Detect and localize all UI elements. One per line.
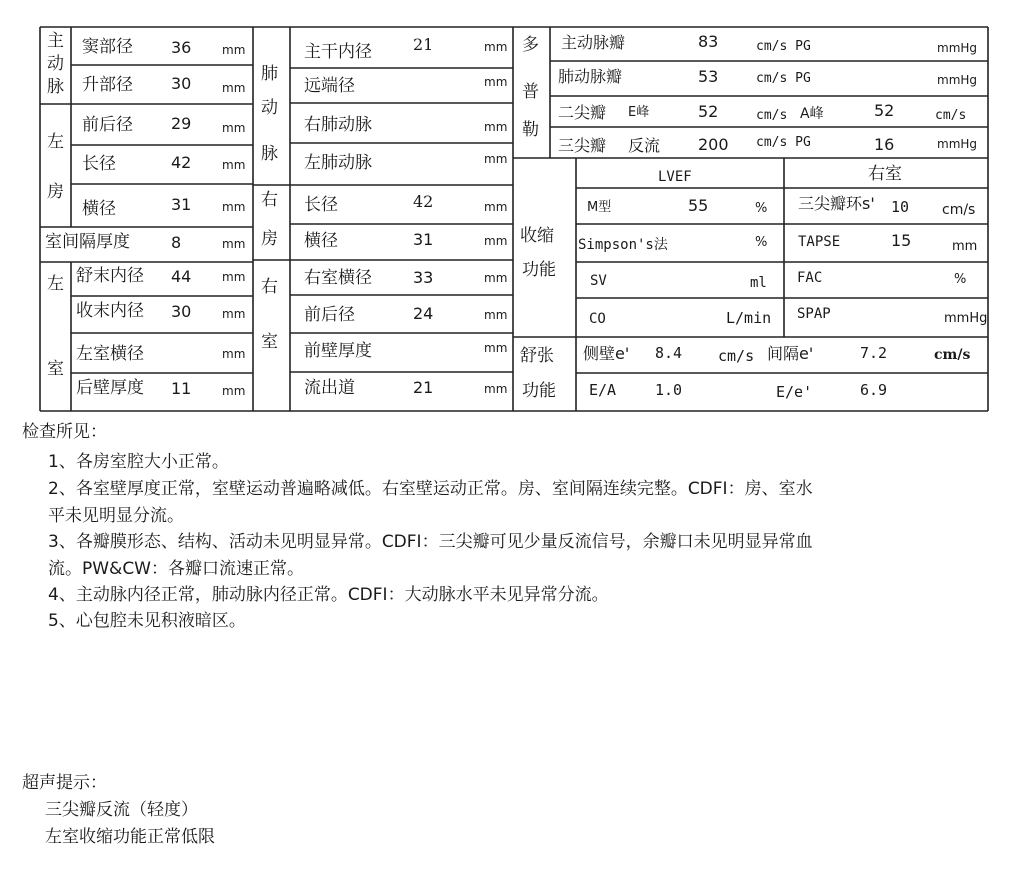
lateral-e-label: 侧壁e' [583, 344, 630, 363]
septal-e-label: 间隔e' [767, 344, 814, 363]
aorta-label-3: 脉 [47, 77, 64, 97]
co-label: CO [589, 311, 606, 327]
rv-label-1: 右 [261, 277, 278, 297]
pa-distal-label: 远端径 [304, 76, 355, 96]
lv-pw-label: 后壁厚度 [76, 378, 144, 398]
rv-label-2: 室 [261, 332, 278, 352]
ra-trans-unit: mm [484, 234, 508, 248]
rv-outflow-value: 21 [413, 378, 434, 397]
lv-pw-value: 11 [171, 379, 192, 398]
m-mode-label: M型 [587, 200, 612, 215]
systolic-label-1: 收缩 [520, 226, 554, 246]
la-length-value: 42 [171, 153, 192, 172]
la-ap-unit: mm [222, 121, 246, 135]
conclusion-line-1: 三尖瓣反流（轻度） [45, 800, 198, 820]
sv-label: SV [590, 273, 607, 289]
pulm-valve-unit: cm/s PG [756, 71, 811, 86]
mitral-a-value: 52 [874, 101, 895, 120]
septal-e-value: 7.2 [860, 344, 888, 362]
ra-label-1: 右 [261, 190, 278, 210]
tapse-label: TAPSE [798, 234, 841, 250]
rv-trans-value: 33 [413, 268, 434, 287]
pa-label-2: 动 [261, 98, 278, 118]
fac-unit: % [954, 272, 967, 287]
septum-value: 8 [171, 233, 182, 252]
ra-trans-value: 31 [413, 230, 434, 249]
mitral-e-label: E峰 [628, 105, 650, 120]
findings-line-3: 平未见明显分流。 [48, 506, 184, 526]
systolic-label-2: 功能 [522, 260, 556, 280]
lv-trans-label: 左室横径 [76, 344, 144, 364]
tricuspid-label: 三尖瓣 [558, 136, 607, 155]
findings-line-1: 1、各房室腔大小正常。 [48, 452, 229, 472]
tricuspid-rf-label: 反流 [628, 136, 661, 155]
ee-value: 6.9 [860, 381, 888, 399]
lv-label-2: 室 [47, 359, 64, 379]
rv-outflow-label: 流出道 [304, 378, 355, 398]
ea-value: 1.0 [655, 381, 683, 399]
findings-line-5: 流。PW&CW：各瓣口流速正常。 [48, 559, 304, 579]
aortic-valve-label: 主动脉瓣 [561, 33, 626, 52]
ra-label-2: 房 [261, 229, 278, 249]
lv-trans-unit: mm [222, 347, 246, 361]
findings-line-7: 5、心包腔未见积液暗区。 [48, 611, 246, 631]
pa-right-label: 右肺动脉 [304, 115, 372, 135]
lateral-e-value: 8.4 [655, 344, 683, 362]
ts-unit: cm/s [942, 202, 976, 218]
lv-esd-unit: mm [222, 307, 246, 321]
lv-edd-unit: mm [222, 270, 246, 284]
simpson-unit: % [755, 235, 768, 250]
findings-line-4: 3、各瓣膜形态、结构、活动未见明显异常。CDFI：三尖瓣可见少量反流信号，余瓣口未见明显异常血 [48, 532, 813, 552]
ts-value: 10 [891, 198, 910, 216]
septal-e-unit: cm/s [934, 347, 971, 363]
findings-line-2: 2、各室壁厚度正常，室壁运动普遍略减低。右室壁运动正常。房、室间隔连续完整。CDFI：房、室水 [48, 479, 813, 499]
lv-esd-value: 30 [171, 302, 192, 321]
lv-pw-unit: mm [222, 384, 246, 398]
la-trans-value: 31 [171, 195, 192, 214]
m-mode-unit: % [755, 201, 768, 216]
la-ap-value: 29 [171, 114, 192, 133]
ts-label: 三尖瓣环s' [798, 194, 875, 213]
m-mode-value: 55 [688, 196, 709, 215]
sinus-label: 窦部径 [82, 37, 133, 57]
la-length-label: 长径 [82, 154, 116, 174]
ee-label: E/e' [776, 383, 813, 401]
tapse-unit: mm [952, 239, 978, 254]
ascending-label: 升部径 [82, 75, 133, 95]
ascending-unit: mm [222, 81, 246, 95]
pa-distal-unit: mm [484, 75, 508, 89]
septum-label: 室间隔厚度 [45, 232, 130, 252]
pa-right-unit: mm [484, 120, 508, 134]
rv-trans-unit: mm [484, 271, 508, 285]
aorta-label-2: 动 [47, 54, 64, 74]
conclusion-line-2: 左室收缩功能正常低限 [45, 827, 215, 847]
spap-label: SPAP [797, 306, 831, 322]
doppler-label-1: 多 [522, 35, 539, 55]
findings-heading: 检查所见： [22, 422, 107, 442]
septum-unit: mm [222, 237, 246, 251]
lv-edd-label: 舒末内径 [76, 266, 144, 286]
la-trans-label: 横径 [82, 199, 116, 219]
pa-trunk-value: 21 [413, 35, 434, 54]
ra-length-value: 42 [413, 192, 434, 211]
lvef-header: LVEF [658, 169, 692, 185]
pa-trunk-unit: mm [484, 40, 508, 54]
sinus-unit: mm [222, 43, 246, 57]
aorta-label-1: 主 [47, 31, 64, 51]
la-label-2: 房 [47, 182, 64, 202]
co-unit: L/min [726, 309, 772, 327]
rv-ap-label: 前后径 [304, 305, 355, 325]
la-trans-unit: mm [222, 200, 246, 214]
diastolic-label-2: 功能 [522, 381, 556, 401]
ascending-value: 30 [171, 74, 192, 93]
lv-edd-value: 44 [171, 267, 192, 286]
tricuspid-pg-unit: mmHg [937, 137, 978, 151]
pa-trunk-label: 主干内径 [304, 42, 372, 62]
sv-unit: ml [750, 275, 767, 291]
rv-outflow-unit: mm [484, 382, 508, 396]
findings-line-6: 4、主动脉内径正常，肺动脉内径正常。CDFI：大动脉水平未见异常分流。 [48, 585, 609, 605]
pulm-valve-value: 53 [698, 67, 719, 86]
spap-unit: mmHg [944, 311, 988, 326]
rv-ap-unit: mm [484, 308, 508, 322]
rv-wall-label: 前壁厚度 [304, 341, 372, 361]
la-label-1: 左 [47, 132, 64, 152]
fac-label: FAC [797, 270, 823, 286]
lv-esd-label: 收末内径 [76, 301, 144, 321]
mitral-a-label: A峰 [800, 106, 824, 122]
mitral-a-unit: cm/s [935, 108, 967, 123]
mitral-label: 二尖瓣 [558, 103, 607, 122]
rv-wall-unit: mm [484, 341, 508, 355]
conclusion-heading: 超声提示： [22, 773, 107, 793]
rv-ap-value: 24 [413, 304, 434, 323]
tapse-value: 15 [891, 231, 912, 250]
tricuspid-value: 200 [698, 135, 729, 154]
la-ap-label: 前后径 [82, 115, 133, 135]
pa-label-1: 肺 [261, 64, 278, 84]
ea-label: E/A [589, 381, 617, 399]
pa-label-3: 脉 [261, 144, 278, 164]
aortic-pg-unit: mmHg [937, 41, 978, 55]
mitral-e-unit: cm/s [756, 108, 788, 123]
pa-left-unit: mm [484, 152, 508, 166]
pulm-valve-label: 肺动脉瓣 [558, 67, 623, 86]
pa-left-label: 左肺动脉 [304, 153, 372, 173]
ra-trans-label: 横径 [304, 231, 338, 251]
la-length-unit: mm [222, 158, 246, 172]
aortic-valve-unit: cm/s PG [756, 39, 811, 54]
sinus-value: 36 [171, 38, 192, 57]
tricuspid-unit: cm/s PG [756, 135, 811, 150]
aortic-valve-value: 83 [698, 32, 719, 51]
lateral-e-unit: cm/s [718, 347, 755, 365]
diastolic-label-1: 舒张 [520, 346, 554, 366]
pulm-pg-unit: mmHg [937, 73, 978, 87]
tricuspid-pg-value: 16 [874, 135, 895, 154]
doppler-label-3: 勒 [522, 120, 539, 140]
mitral-e-value: 52 [698, 102, 719, 121]
rv-header: 右室 [868, 164, 902, 184]
doppler-label-2: 普 [522, 82, 539, 102]
simpson-label: Simpson's法 [578, 237, 668, 253]
lv-label-1: 左 [47, 274, 64, 294]
rv-trans-label: 右室横径 [304, 268, 372, 288]
ra-length-label: 长径 [304, 195, 338, 215]
ra-length-unit: mm [484, 200, 508, 214]
